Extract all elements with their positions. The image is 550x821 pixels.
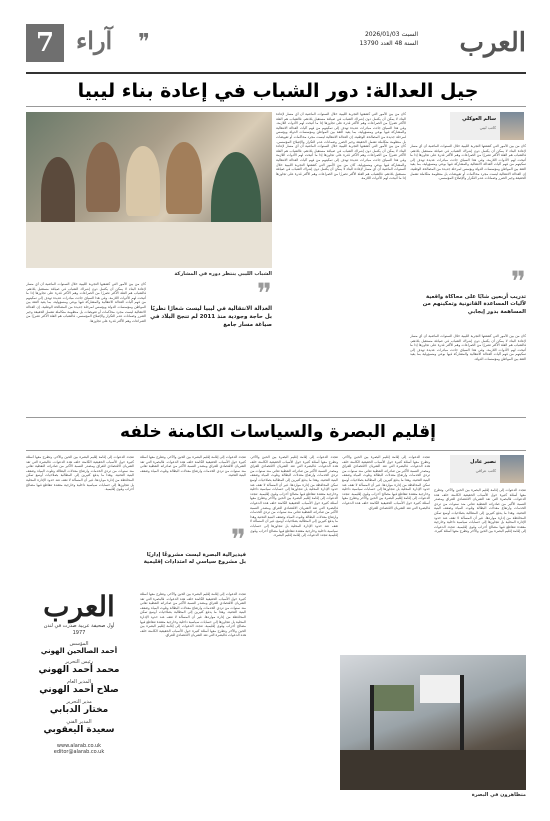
imprint-logo: العرب: [43, 590, 115, 623]
article2-photo: [340, 655, 526, 790]
article2-photo-caption: متظاهرون في البصرة: [471, 792, 526, 798]
article2-column-4b: تتجدد الدعوات إلى إقامة إقليم البصرة بين الحين والآخر، وتطرح معها أسئلة كثيرة حول الأسباب الحقيقية الكامنة خلف هذه الدعوات. فالبصرة التي تعد الشريان الاقتصادي للعراق ومصدر النسبة الأكبر من صادراته النفطية تعاني منذ سنوات من تردي الخدمات وارتفاع معدلات البطالة وتلوث المياه وضعف البنية التحتية. وهذا ما يدفع كثيرين إلى المطالبة بصلاحيات أوسع تمكن المحافظة من إدارة مواردها. غير أن المسألة لا تقف عند حدود الإدارة المحلية بل تتجاوزها إلى حسابات سياسية داخلية وخارجية معقدة تتقاطع فيها مصالح أحزاب وقوى إقليمية. تتجدد الدعوات إلى إقامة إقليم البصرة بين الحين والآخر وتطرح معها أسئلة كثيرة حول الأسباب الحقيقية الكامنة خلف هذه الدعوات فالبصرة التي تعد الشريان الاقتصادي للعراق.: [140, 592, 246, 638]
masthead-divider: [26, 72, 526, 74]
section-divider: [26, 417, 526, 418]
editor-label: مدير التحرير: [66, 699, 92, 705]
article1-pullquote-2: العدالة الانتقالية في ليبيا ليست شعارًا نظريًا بل حاجة وجودية منذ 2011 لم تنجح البلاد في صياغة مسار جامع: [150, 306, 272, 328]
imprint-box: [26, 590, 132, 816]
quote-icon: ❞: [510, 265, 526, 298]
author-photo: [500, 455, 524, 483]
chairman-label: رئيس التحرير: [65, 659, 93, 665]
article2-column-1: تتجدد الدعوات إلى إقامة إقليم البصرة بين الحين والآخر، وتطرح معها أسئلة كثيرة حول الأسباب الحقيقية الكامنة خلف هذه الدعوات. فالبصرة التي تعد الشريان الاقتصادي للعراق ومصدر النسبة الأكبر من صادراته النفطية تعاني منذ سنوات من تردي الخدمات وارتفاع معدلات البطالة وتلوث المياه وضعف البنية التحتية. وهذا ما يدفع كثيرين إلى المطالبة بصلاحيات أوسع تمكن المحافظة من إدارة مواردها. غير أن المسألة لا تقف عند حدود الإدارة المحلية بل تتجاوزها إلى حسابات سياسية داخلية وخارجية معقدة تتقاطع فيها مصالح أحزاب وقوى إقليمية. تتجدد الدعوات إلى إقامة إقليم البصرة بين الحين والآخر وتطرح معها أسئلة كثيرة.: [434, 488, 526, 534]
article2-column-3: تتجدد الدعوات إلى إقامة إقليم البصرة بين الحين والآخر، وتطرح معها أسئلة كثيرة حول الأسباب الحقيقية الكامنة خلف هذه الدعوات. فالبصرة التي تعد الشريان الاقتصادي للعراق ومصدر النسبة الأكبر من صادراته النفطية تعاني منذ سنوات من تردي الخدمات وارتفاع معدلات البطالة وتلوث المياه وضعف البنية التحتية. وهذا ما يدفع كثيرين إلى المطالبة بصلاحيات أوسع تمكن المحافظة من إدارة مواردها. غير أن المسألة لا تقف عند حدود الإدارة المحلية بل تتجاوزها إلى حسابات سياسية داخلية وخارجية معقدة تتقاطع فيها مصالح أحزاب وقوى إقليمية. تتجدد الدعوات إلى إقامة إقليم البصرة بين الحين والآخر وتطرح معها أسئلة كثيرة حول الأسباب الحقيقية الكامنة خلف هذه الدعوات فالبصرة التي تعد الشريان الاقتصادي للعراق ومصدر النسبة الأكبر من صادراته النفطية تعاني منذ سنوات من تردي الخدمات وارتفاع معدلات البطالة وتلوث المياه وضعف البنية التحتية وهذا ما يدفع كثيرين إلى المطالبة بصلاحيات أوسع. غير أن المسألة لا تقف عند حدود الإدارة المحلية بل تتجاوزها إلى حسابات سياسية داخلية وخارجية معقدة تتقاطع فيها مصالح أحزاب وقوى إقليمية تتجدد الدعوات إلى إقامة إقليم البصرة.: [250, 455, 338, 538]
article1-photo-caption: الشباب الليبي ينتظر دوره في المشاركة: [174, 271, 272, 277]
article1-author-box: [450, 112, 524, 140]
author-photo: [500, 112, 524, 140]
gm-name: صلاح أحمد الهوني: [39, 685, 119, 695]
article2-column-5: تتجدد الدعوات إلى إقامة إقليم البصرة بين الحين والآخر، وتطرح معها أسئلة كثيرة حول الأسباب الحقيقية الكامنة خلف هذه الدعوات. فالبصرة التي تعد الشريان الاقتصادي للعراق ومصدر النسبة الأكبر من صادراته النفطية تعاني منذ سنوات من تردي الخدمات وارتفاع معدلات البطالة وتلوث المياه وضعف البنية التحتية. وهذا ما يدفع كثيرين إلى المطالبة بصلاحيات أوسع تمكن المحافظة من إدارة مواردها. غير أن المسألة لا تقف عند حدود الإدارة المحلية بل تتجاوزها إلى حسابات سياسية داخلية وخارجية معقدة تتقاطع فيها مصالح أحزاب وقوى إقليمية.: [26, 455, 134, 492]
article2-column-2: تتجدد الدعوات إلى إقامة إقليم البصرة بين الحين والآخر، وتطرح معها أسئلة كثيرة حول الأسباب الحقيقية الكامنة خلف هذه الدعوات. فالبصرة التي تعد الشريان الاقتصادي للعراق ومصدر النسبة الأكبر من صادراته النفطية تعاني منذ سنوات من تردي الخدمات وارتفاع معدلات البطالة وتلوث المياه وضعف البنية التحتية. وهذا ما يدفع كثيرين إلى المطالبة بصلاحيات أوسع تمكن المحافظة من إدارة مواردها. غير أن المسألة لا تقف عند حدود الإدارة المحلية بل تتجاوزها إلى حسابات سياسية داخلية وخارجية معقدة تتقاطع فيها مصالح أحزاب وقوى إقليمية. تتجدد الدعوات إلى إقامة إقليم البصرة بين الحين والآخر وتطرح معها أسئلة كثيرة حول الأسباب الحقيقية الكامنة خلف هذه الدعوات فالبصرة التي تعد الشريان الاقتصادي للعراق.: [342, 455, 430, 510]
article2-pullquote-box: [140, 523, 246, 588]
page-number: 7: [26, 24, 64, 62]
founder-name: أحمد الصالحين الهوني: [40, 647, 118, 655]
article1-photo: [26, 112, 272, 268]
headline-divider-2: [26, 450, 526, 451]
founder-label: المؤسس: [69, 641, 89, 647]
chairman-name: محمد أحمد الهوني: [38, 665, 120, 675]
article1-pullquote-2-box: [150, 277, 272, 414]
gm-label: المدير العام: [66, 679, 92, 685]
headline-divider: [26, 106, 526, 107]
issue-number: السنة 48 العدد 13790: [359, 40, 418, 47]
article2-pullquote: فيديرالية البصرة ليست مشروعًا إداريًا بل مشروع سياسي له امتدادات إقليمية: [143, 552, 246, 566]
quote-icon: ❞: [230, 523, 246, 556]
issue-date: السبت 2026/01/03: [364, 31, 418, 38]
website-link[interactable]: www.alarab.co.uk: [56, 743, 102, 749]
author-role: كاتب عراقي: [475, 468, 496, 473]
article1-headline: جيل العدالة: دور الشباب في إعادة بناء ليبيا: [77, 80, 479, 102]
masthead: [26, 24, 526, 70]
newspaper-logo: العرب: [459, 28, 526, 58]
author-name: سالم العوكلي: [462, 116, 496, 122]
editor-name: مختار الدبابي: [49, 705, 109, 715]
author-name: نصير عادل: [470, 459, 496, 465]
issue-info: [359, 30, 418, 48]
art-name: سعيدة اليعقوبي: [43, 725, 115, 735]
article1-column-5: كان من بين الأمور التي كشفتها التجربة الليبية خلال السنوات الماضية أن أي مسار لإعادة البناء لا يمكن أن يكتمل دون إشراك الشباب في صياغة مستقبل بلادهم. فالشباب هم الفئة الأكثر تضررًا من الصراعات وهم الأكثر قدرة على تجاوزها إذا ما أتيحت لهم الأدوات اللازمة. وفي هذا السياق جاءت مبادرات عديدة تهدف إلى تمكينهم من فهم آليات العدالة الانتقالية والمشاركة فيها بوعي ومسؤولية، بما يعيد الثقة بين المواطن ومؤسسات الدولة ويؤسس لمرحلة جديدة من المصالحة الوطنية. إن العدالة الانتقالية ليست مجرد محاكمات أو تعويضات بل منظومة متكاملة تشمل الحقيقة وجبر الضرر وضمانات عدم التكرار والإصلاح المؤسسي. فالشباب هم الفئة الأكثر تضررًا من الصراعات وهم الأكثر قدرة على تجاوزها.: [26, 282, 146, 323]
author-role: كاتب ليبي: [479, 125, 496, 130]
article1-pullquote-1: تدريب أربعين شابًا على محاكاة واقعية لآليات المساعدة القانونية وتمكينهم من المساهمة بدور إيجابي: [422, 294, 526, 315]
imprint-year: 1977: [72, 630, 86, 636]
art-label: المدير الفني: [66, 719, 92, 725]
article1-column-1: كان من بين الأمور التي كشفتها التجربة الليبية خلال السنوات الماضية أن أي مسار لإعادة البناء لا يمكن أن يكتمل دون إشراك الشباب في صياغة مستقبل بلادهم. فالشباب هم الفئة الأكثر تضررًا من الصراعات وهم الأكثر قدرة على تجاوزها إذا ما أتيحت لهم الأدوات اللازمة. وفي هذا السياق جاءت مبادرات عديدة تهدف إلى تمكينهم من فهم آليات العدالة الانتقالية والمشاركة فيها بوعي ومسؤولية، بما يعيد الثقة بين المواطن ومؤسسات الدولة ويؤسس لمرحلة جديدة من المصالحة الوطنية. إن العدالة الانتقالية ليست مجرد محاكمات أو تعويضات بل منظومة متكاملة تشمل الحقيقة وجبر الضرر وضمانات عدم التكرار والإصلاح المؤسسي.: [410, 144, 526, 181]
quote-icon: ❞: [138, 30, 150, 55]
article1-column-1b: كان من بين الأمور التي كشفتها التجربة الليبية خلال السنوات الماضية أن أي مسار لإعادة البناء لا يمكن أن يكتمل دون إشراك الشباب في صياغة مستقبل بلادهم. فالشباب هم الفئة الأكثر تضررًا من الصراعات وهم الأكثر قدرة على تجاوزها إذا ما أتيحت لهم الأدوات اللازمة. وفي هذا السياق جاءت مبادرات عديدة تهدف إلى تمكينهم من فهم آليات العدالة الانتقالية والمشاركة فيها بوعي ومسؤولية بما يعيد الثقة بين المواطن ومؤسسات الدولة.: [410, 334, 526, 361]
article2-author-box: [450, 455, 524, 483]
imprint-tagline: أول صحيفة عربية صدرت في لندن: [43, 623, 115, 629]
article2-column-4a: تتجدد الدعوات إلى إقامة إقليم البصرة بين الحين والآخر، وتطرح معها أسئلة كثيرة حول الأسباب الحقيقية الكامنة خلف هذه الدعوات. فالبصرة التي تعد الشريان الاقتصادي للعراق ومصدر النسبة الأكبر من صادراته النفطية تعاني منذ سنوات من تردي الخدمات وارتفاع معدلات البطالة وتلوث المياه وضعف البنية التحتية.: [140, 455, 246, 478]
article1-pullquote-1-box: [410, 265, 526, 330]
email-link[interactable]: editor@alarab.co.uk: [53, 749, 105, 755]
article2-headline: إقليم البصرة والسياسات الكامنة خلفه: [120, 422, 436, 442]
section-title: آراء: [76, 26, 113, 55]
quote-icon: ❞: [256, 277, 272, 310]
article1-column-3: كان من بين الأمور التي كشفتها التجربة الليبية خلال السنوات الماضية أن أي مسار لإعادة البناء لا يمكن أن يكتمل دون إشراك الشباب في صياغة مستقبل بلادهم. فالشباب هم الفئة الأكثر تضررًا من الصراعات وهم الأكثر قدرة على تجاوزها إذا ما أتيحت لهم الأدوات اللازمة. وفي هذا السياق جاءت مبادرات عديدة تهدف إلى تمكينهم من فهم آليات العدالة الانتقالية والمشاركة فيها بوعي ومسؤولية، بما يعيد الثقة بين المواطن ومؤسسات الدولة ويؤسس لمرحلة جديدة من المصالحة الوطنية. إن العدالة الانتقالية ليست مجرد محاكمات أو تعويضات بل منظومة متكاملة تشمل الحقيقة وجبر الضرر وضمانات عدم التكرار والإصلاح المؤسسي. كان من بين الأمور التي كشفتها التجربة الليبية خلال السنوات الماضية أن أي مسار لإعادة البناء لا يمكن أن يكتمل دون إشراك الشباب في صياغة مستقبل بلادهم. فالشباب هم الفئة الأكثر تضررًا من الصراعات وهم الأكثر قدرة على تجاوزها إذا ما أتيحت لهم الأدوات اللازمة وفي هذا السياق جاءت مبادرات عديدة تهدف إلى تمكينهم من فهم آليات العدالة الانتقالية والمشاركة فيها بوعي ومسؤولية. كان من بين الأمور التي كشفتها التجربة الليبية خلال السنوات الماضية أن أي مسار لإعادة البناء لا يمكن أن يكتمل دون إشراك الشباب في صياغة مستقبل بلادهم. فالشباب هم الفئة الأكثر تضررًا من الصراعات وهم الأكثر قدرة على تجاوزها إذا ما أتيحت لهم الأدوات اللازمة.: [276, 112, 406, 181]
